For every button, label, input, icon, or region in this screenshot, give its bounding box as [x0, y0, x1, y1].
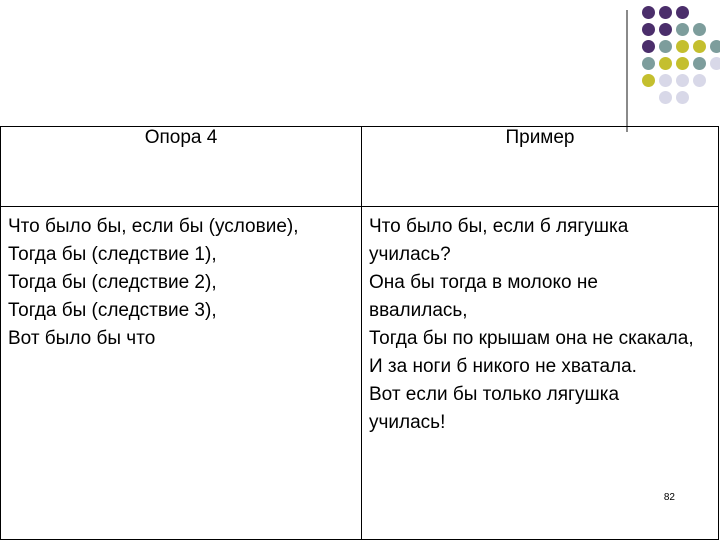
table-body-row — [1, 207, 719, 540]
support-line: Вот было бы что — [8, 328, 156, 349]
decorative-dot — [659, 91, 672, 104]
example-paragraph: Она бы тогда в молоко не ввалилась, — [369, 272, 598, 321]
decorative-dot — [693, 57, 706, 70]
support-cell — [1, 207, 362, 540]
example-text — [362, 207, 699, 437]
support-text — [1, 207, 361, 353]
example-paragraph: Тогда бы по крышам она не скакала, — [369, 328, 694, 349]
decorative-dot — [676, 91, 689, 104]
decorative-dot — [693, 40, 706, 53]
decorative-dot — [676, 74, 689, 87]
decorative-dot — [693, 23, 706, 36]
decorative-dot-grid — [0, 0, 720, 120]
decorative-dot — [676, 23, 689, 36]
example-paragraph: Вот если бы только лягушка училась! — [369, 384, 620, 433]
decorative-dot — [642, 40, 655, 53]
decorative-dot — [659, 57, 672, 70]
decorative-dot — [676, 40, 689, 53]
decorative-dot — [659, 40, 672, 53]
support-line: Тогда бы (следствие 3), — [8, 300, 217, 321]
page-number: 82 — [663, 492, 675, 503]
decorative-dot — [659, 6, 672, 19]
decorative-dot — [710, 57, 720, 70]
content-table — [0, 126, 719, 540]
header-example: Пример — [362, 127, 719, 207]
decorative-dot — [676, 57, 689, 70]
decorative-dot — [659, 74, 672, 87]
support-line: Тогда бы (следствие 1), — [8, 244, 217, 265]
example-paragraph: И за ноги б никого не хватала. — [369, 356, 637, 377]
decorative-dot — [693, 74, 706, 87]
example-paragraph: Что было бы, если б лягушка училась? — [369, 216, 629, 265]
table-header-row — [1, 127, 719, 207]
decorative-dot — [642, 74, 655, 87]
example-cell — [362, 207, 719, 540]
decorative-dot — [659, 23, 672, 36]
decorative-dot — [710, 40, 720, 53]
decorative-dot — [642, 23, 655, 36]
decorative-dot — [642, 6, 655, 19]
decorative-dot — [676, 6, 689, 19]
support-line: Тогда бы (следствие 2), — [8, 272, 217, 293]
decorative-dot — [642, 57, 655, 70]
header-support: Опора 4 — [1, 127, 362, 207]
support-line: Что было бы, если бы (условие), — [8, 216, 299, 237]
